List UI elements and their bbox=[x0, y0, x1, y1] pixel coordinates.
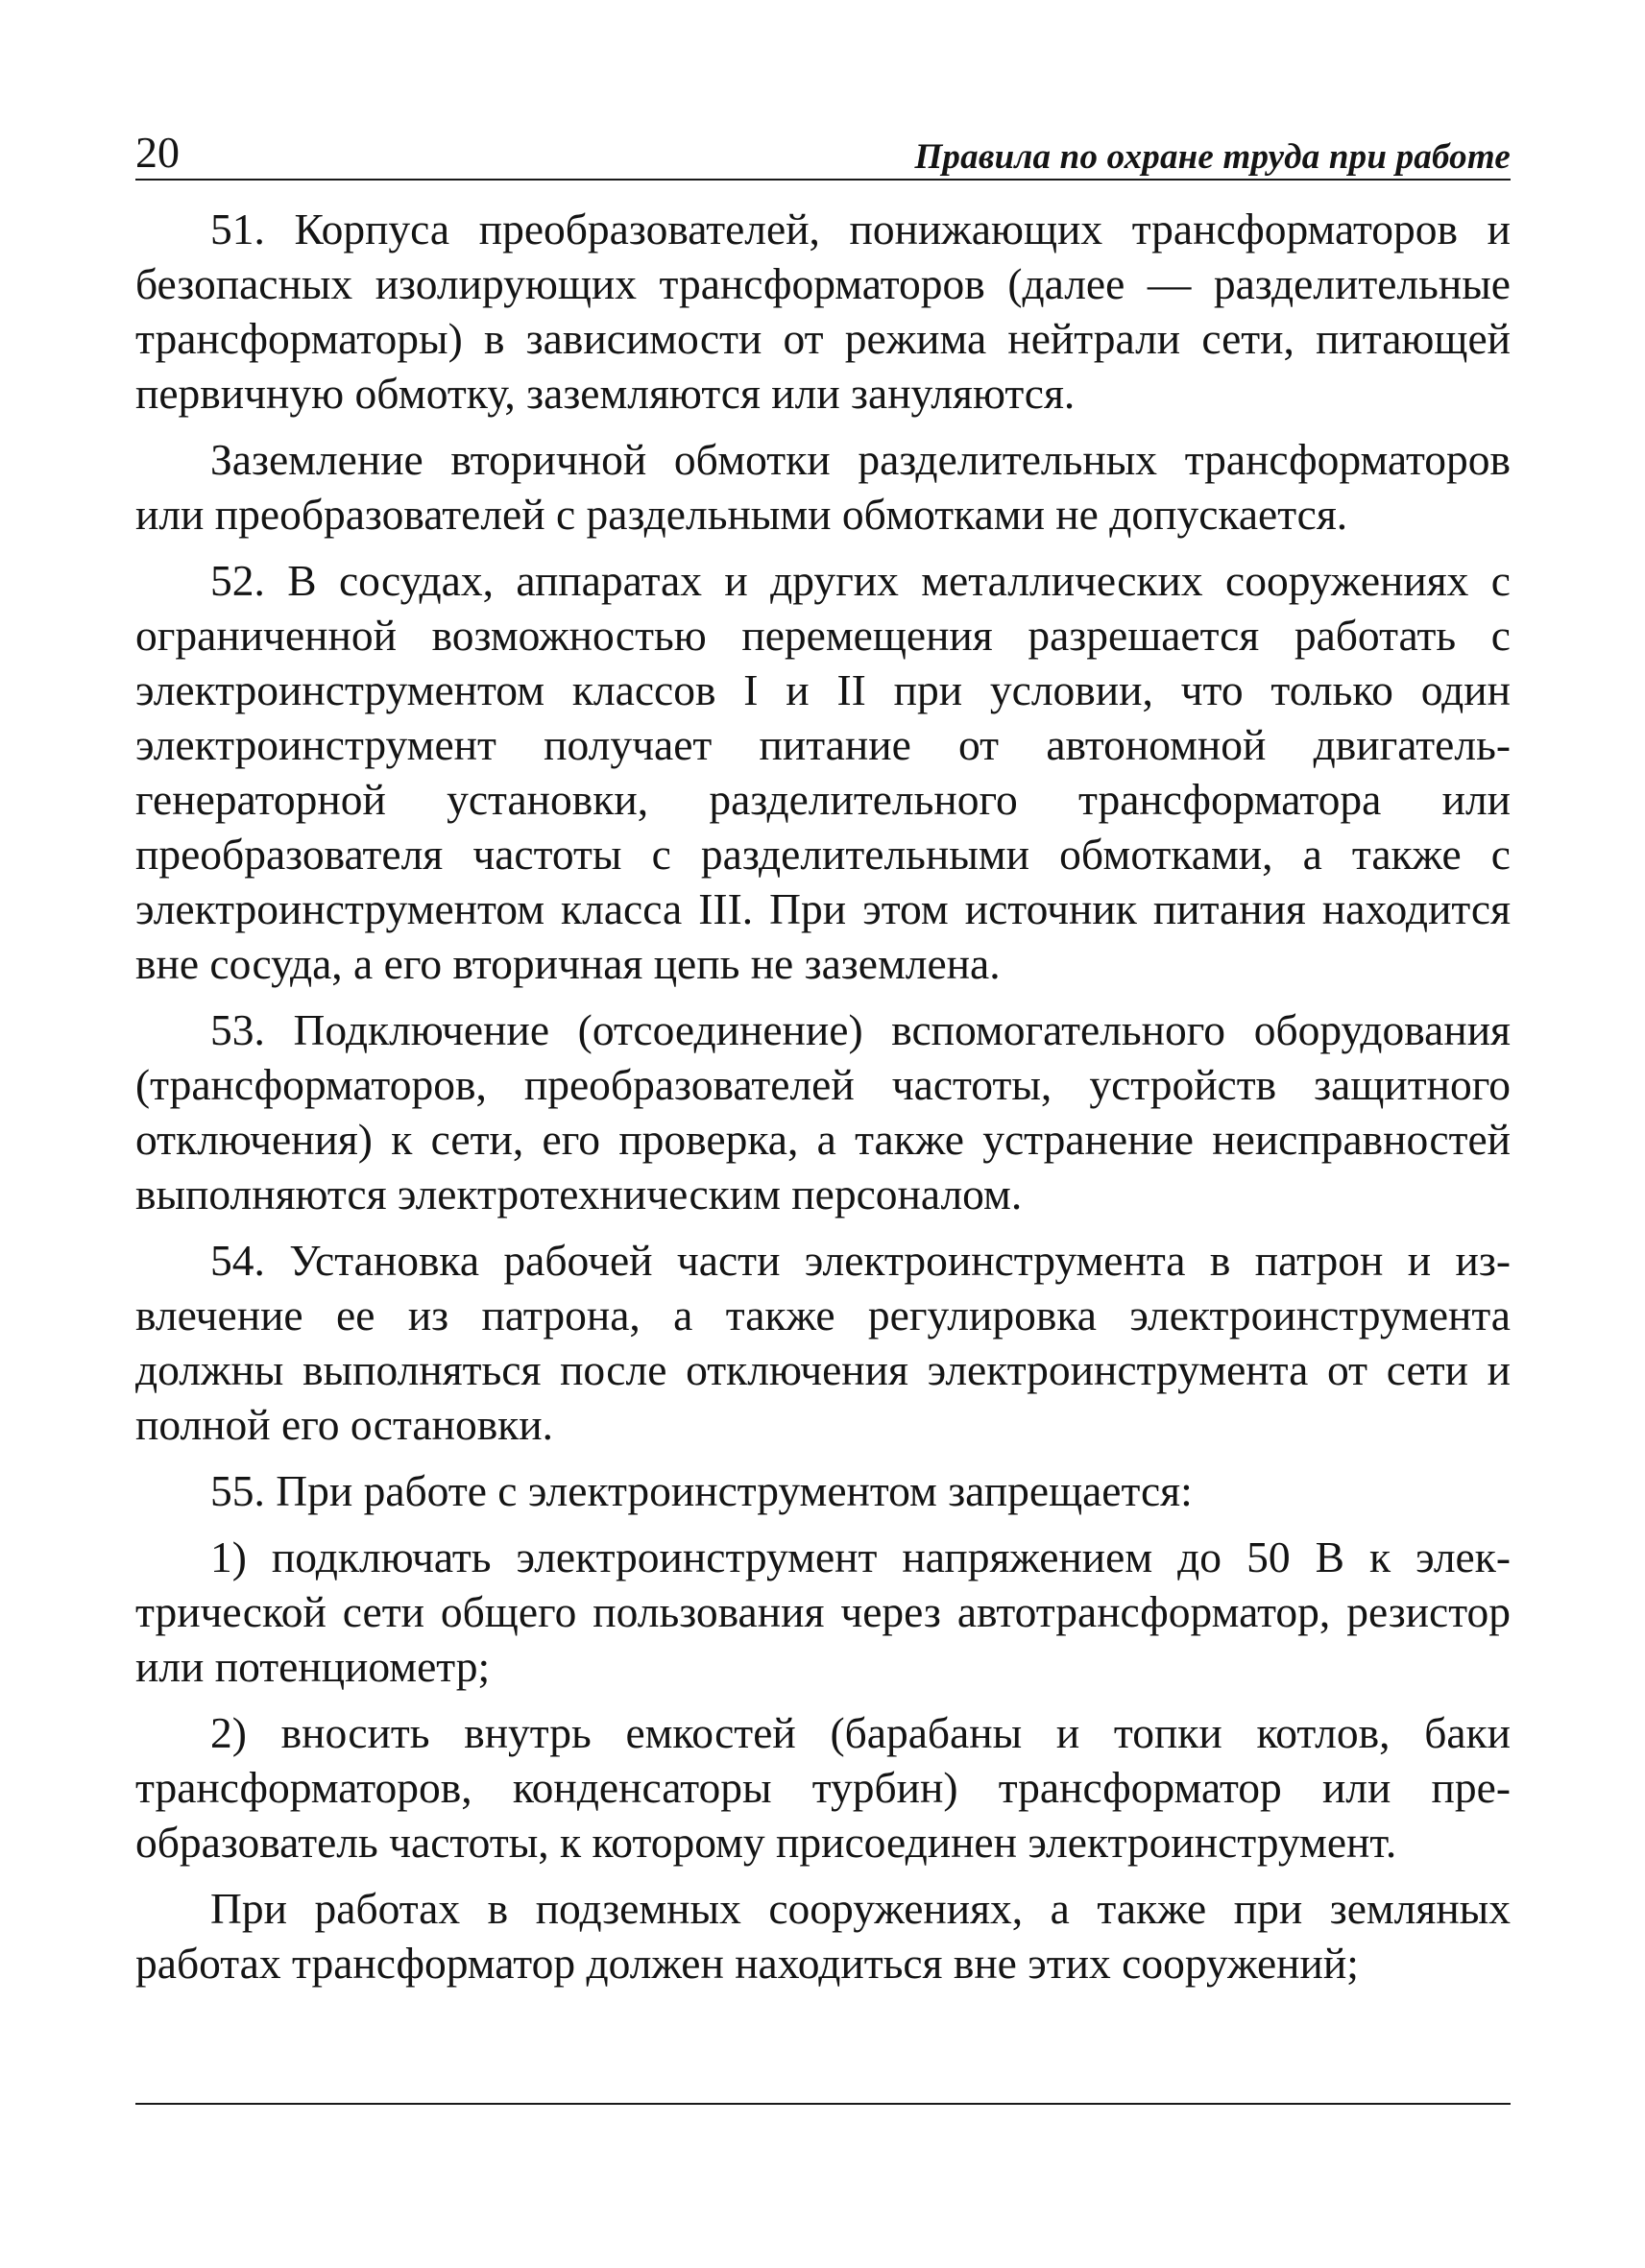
running-header-title: Правила по охране труда при работе bbox=[914, 137, 1511, 177]
list-item-1: 1) подключать электроинструмент напряжением до 50 В к электрической сети общего пользования через автотрансформатор, резистор или потенциометр; bbox=[135, 1532, 1511, 1691]
paragraph-underground-works: При работах в подземных сооружениях, а также при земляных работах трансформатор должен находиться вне этих сооружений; bbox=[135, 1884, 1511, 1988]
paragraph-51: 51. Корпуса преобразователей, понижающих трансформаторов и безопасных изолирующих трансформаторов (далее — разделительные трансформаторы) в зависимости от режима нейтрали сети, питающей первичную обмотку, заземляются или зануляются. bbox=[135, 205, 1511, 418]
document-page bbox=[135, 125, 1511, 2002]
page-number: 20 bbox=[135, 128, 180, 177]
paragraph-53: 53. Подключение (отсоединение) вспомогательного оборудования (трансформаторов, преобразователей частоты, устройств защитного отключения) к сети, его проверка, а также устранение неисправностей выполняются электротехническим персоналом. bbox=[135, 1005, 1511, 1218]
bottom-rule bbox=[135, 2103, 1511, 2105]
running-header bbox=[135, 125, 1511, 181]
paragraph-51-grounding: Заземление вторичной обмотки разделительных трансформаторов или преобразователей с раздельными обмотками не допускается. bbox=[135, 435, 1511, 539]
paragraph-55: 55. При работе с электроинструментом запрещается: bbox=[210, 1466, 1193, 1515]
body-text bbox=[135, 202, 1511, 1991]
paragraph-52: 52. В сосудах, аппаратах и других металлических сооружениях с ограниченной возможностью перемещения разрешается работать с электроинструментом классов I и II при условии, что только один электроинструмент получает питание от автономной двигатель-генераторной установки, разделительного трансформатора или преобразователя частоты с разделительными обмотками, а также с электроинструментом класса III. При этом источник питания находится вне сосуда, а его вторичная цепь не заземлена. bbox=[135, 556, 1511, 988]
list-item-2: 2) вносить внутрь емкостей (барабаны и топки котлов, баки трансформаторов, конденсаторы турбин) трансформатор или преобразователь частоты, к которому присоединен электроинструмент. bbox=[135, 1708, 1511, 1867]
paragraph-54: 54. Установка рабочей части электроинструмента в патрон и извлечение ее из патрона, а также регулировка электроинструмента должны выполняться после отключения электроинструмента от сети и полной его остановки. bbox=[135, 1236, 1511, 1449]
